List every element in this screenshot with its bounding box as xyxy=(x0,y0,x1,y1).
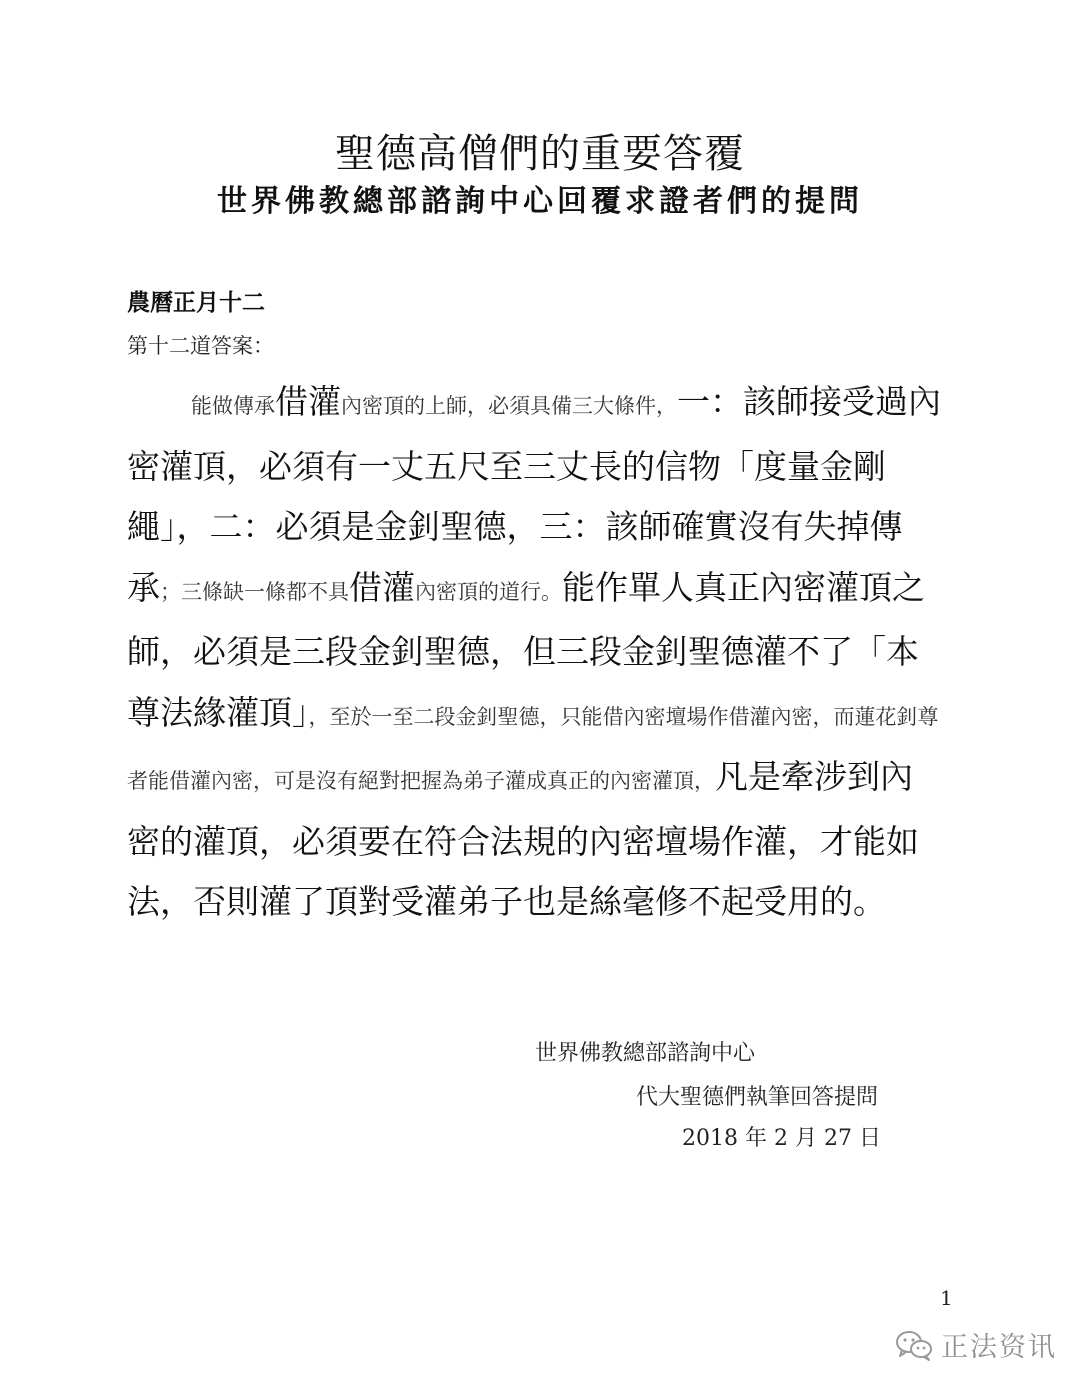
document-title: 聖德高僧們的重要答覆 xyxy=(335,131,745,177)
body-segment: 借灌 xyxy=(275,382,341,421)
body-segment: 借灌 xyxy=(349,567,415,607)
body-segment: ；三條缺一條都不具 xyxy=(160,579,349,604)
body-segment: 一：該師接受過內密灌頂，必須有一丈五尺至三丈長的信物「度量金剛繩」，二：必須是金釗聖德，三：該師確實沒有失掉傳承 xyxy=(127,382,941,607)
body-segment: 內密頂的道行。 xyxy=(415,579,562,604)
body-segment: 凡是牽涉到內密的灌頂，必須要在符合法規的內密壇場作灌，才能如法，否則灌了頂對受灌弟子也是絲毫修不起受用的。 xyxy=(127,757,919,921)
wechat-icon xyxy=(895,1329,933,1361)
answer-body xyxy=(127,372,942,933)
document-subtitle: 世界佛教總部諮詢中心回覆求證者們的提問 xyxy=(217,184,863,219)
body-segment: 能作單人真正內密灌頂之師，必須是三段金釗聖德，但三段金釗聖德灌不了「本尊法緣灌頂」 xyxy=(127,567,925,732)
body-segment: 能做傳承 xyxy=(191,394,275,418)
body-segment: 內密頂的上師，必須具備三大條件， xyxy=(341,394,677,418)
answer-label: 第十二道答案： xyxy=(127,334,274,358)
page-number: 1 xyxy=(940,1286,953,1310)
watermark xyxy=(895,1325,1057,1364)
signature-author-note: 代大聖德們執筆回答提問 xyxy=(636,1085,879,1110)
signature-organization: 世界佛教總部諮詢中心 xyxy=(535,1041,756,1066)
lunar-date-heading: 農曆正月十二 xyxy=(127,289,265,316)
body-segment: ，至於一至二段金釗聖德，只能借內密壇場作借灌內密，而蓮花釗尊者能借灌內密，可是沒有絕對把握為弟子灌成真正的內密灌頂， xyxy=(127,704,939,793)
watermark-text: 正法资讯 xyxy=(941,1332,1057,1363)
signature-date: 2018 年 2 月 27 日 xyxy=(682,1126,881,1151)
